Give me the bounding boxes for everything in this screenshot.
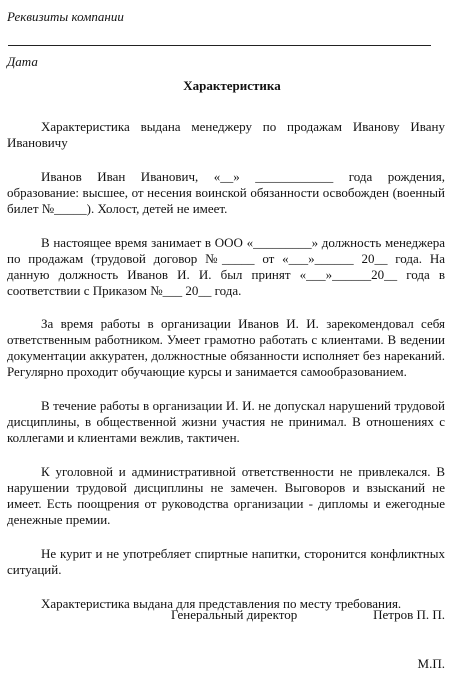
paragraph-personal-info: Иванов Иван Иванович, «__» ____________ года рождения, образование: высшее, от несения воинской обязанности освобожден (военный билет №_____). Холост, детей не имеет. (7, 169, 445, 216)
paragraph-position: В настоящее время занимает в ООО «_________» должность менеджера по продажам (трудовой договор №_____ от «___»______ 20__ года. На данную должность Иванов И. И. был принят «___»______20__ года в соответствии с Приказом №___ 20__ года. (7, 235, 445, 298)
paragraph-responsibility: К уголовной и административной ответственности не привлекался. В нарушении трудовой дисциплины не замечен. Выговоров и взысканий не имеет. Есть поощрения от руководства организации - дипломы и ежегодные денежные премии. (7, 464, 445, 527)
date-label: Дата (7, 54, 38, 69)
document-title: Характеристика (183, 78, 281, 93)
paragraph-work-evaluation: За время работы в организации Иванов И. И. зарекомендовал себя ответственным работником. Умеет грамотно работать с клиентами. В ведении документации аккуратен, должностные обязанности исполняет без нареканий. Регулярно проходит обучающие курсы и занимается самообразованием. (7, 316, 445, 379)
signature-name: Петров П. П. (373, 607, 445, 622)
paragraph-issued-to: Характеристика выдана менеджеру по продажам Иванову Ивану Ивановичу (7, 119, 445, 150)
paragraph-discipline: В течение работы в организации И. И. не допускал нарушений трудовой дисциплины, в общественной жизни участия не принимал. В отношениях с коллегами и клиентами вежлив, тактичен. (7, 398, 445, 445)
paragraph-purpose: Характеристика выдана для представления по месту требования. (41, 596, 402, 611)
requisites-underline (8, 45, 431, 46)
company-requisites-label: Реквизиты компании (7, 9, 124, 24)
paragraph-habits: Не курит и не употребляет спиртные напитки, сторонится конфликтных ситуаций. (7, 546, 445, 577)
signature-position: Генеральный директор (171, 607, 298, 622)
signature-block (0, 607, 455, 623)
stamp-placeholder: М.П. (417, 656, 445, 671)
